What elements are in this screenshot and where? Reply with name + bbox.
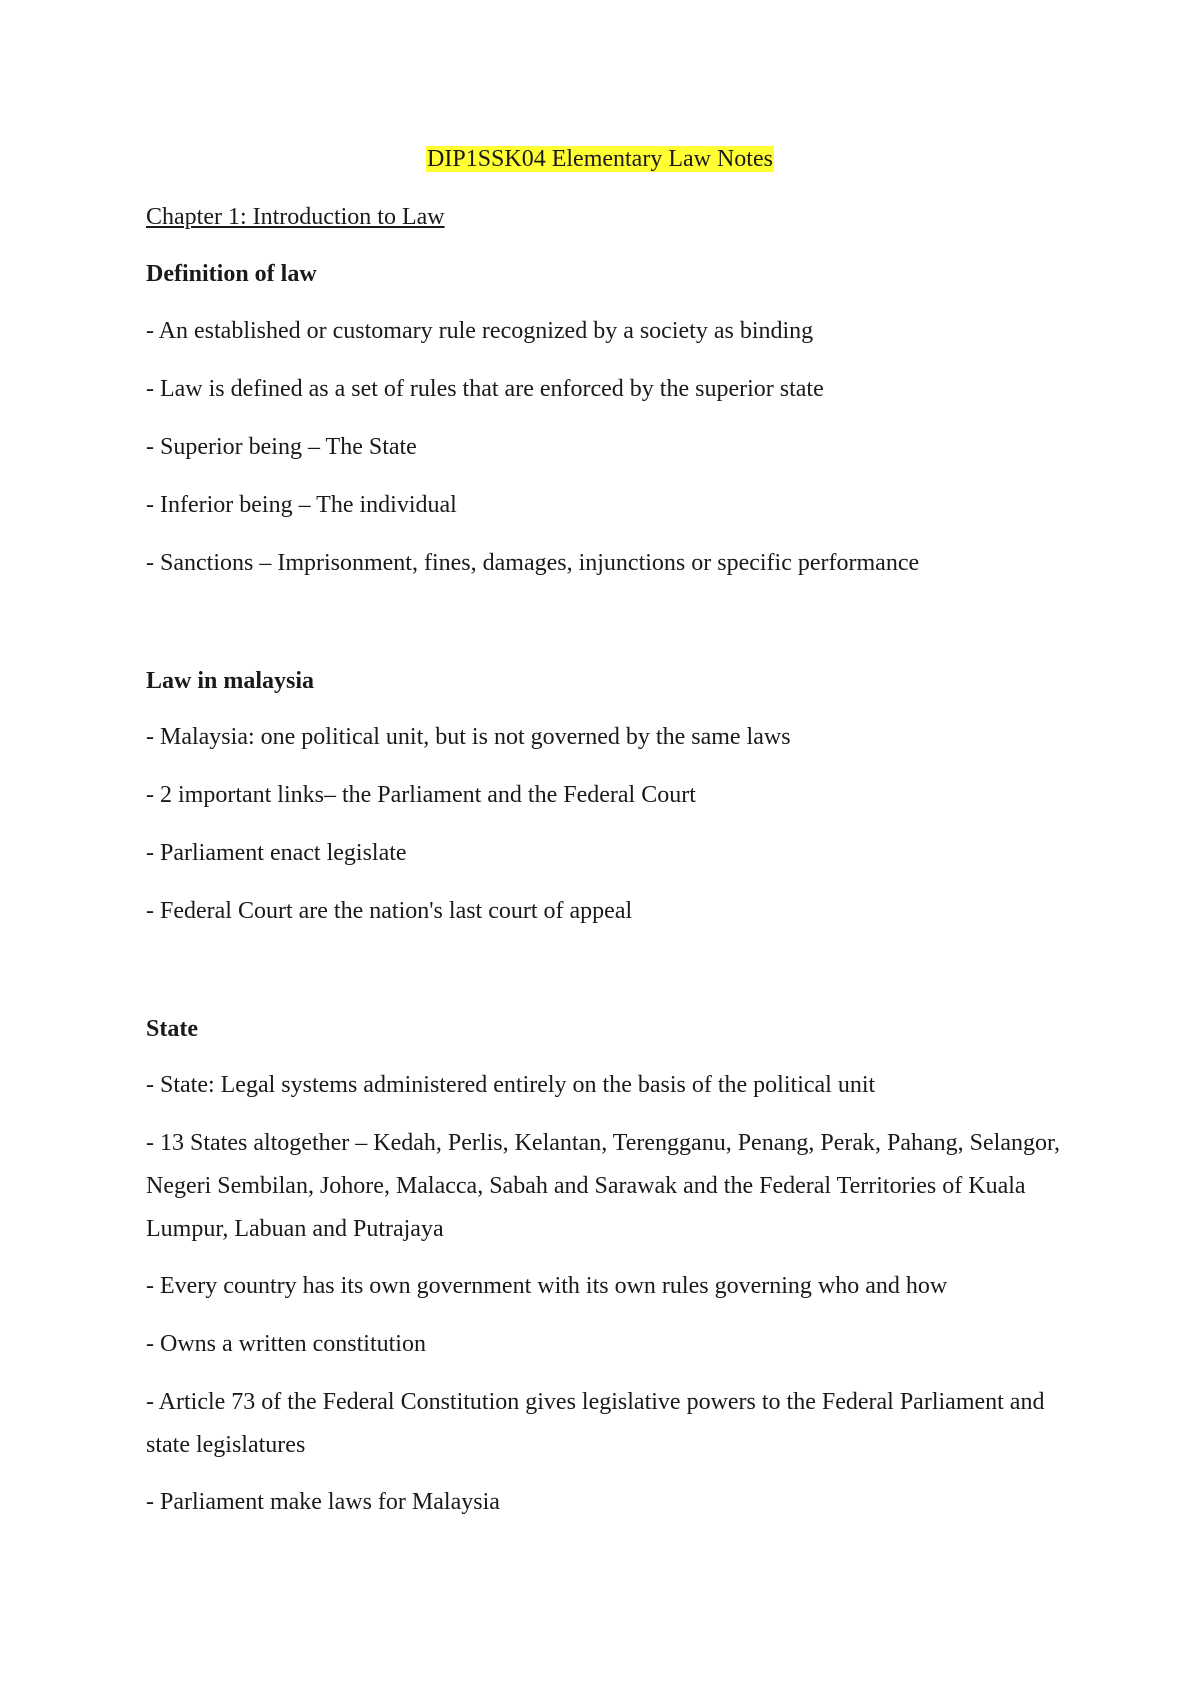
section-heading-law-in-malaysia: Law in malaysia [146, 668, 315, 694]
title-container [0, 143, 1200, 175]
list-item: - Law is defined as a set of rules that are enforced by the superior state [146, 376, 824, 402]
chapter-heading: Chapter 1: Introduction to Law [146, 204, 445, 230]
list-item: - Parliament make laws for Malaysia [146, 1489, 500, 1515]
section-heading-definition: Definition of law [146, 261, 317, 287]
list-item: - Parliament enact legislate [146, 840, 407, 866]
list-item: - 13 States altogether – Kedah, Perlis, Kelantan, Terengganu, Penang, Perak, Pahang, Selangor, Negeri Sembilan, Johore, Malacca, Sabah and Sarawak and the Federal Territories of Kuala Lumpur, Labuan and Putrajaya [146, 1130, 1061, 1242]
document-title: DIP1SSK04 Elementary Law Notes [427, 146, 773, 172]
list-item: - Federal Court are the nation's last court of appeal [146, 898, 633, 924]
list-item: - Every country has its own government with its own rules governing who and how [146, 1273, 948, 1299]
list-item: - 2 important links– the Parliament and the Federal Court [146, 782, 696, 808]
list-item: - Article 73 of the Federal Constitution gives legislative powers to the Federal Parliament and state legislatures [146, 1389, 1045, 1458]
list-item: - Inferior being – The individual [146, 492, 457, 518]
list-item: - Malaysia: one political unit, but is not governed by the same laws [146, 724, 791, 750]
list-item: - Sanctions – Imprisonment, fines, damages, injunctions or specific performance [146, 550, 920, 576]
section-heading-state: State [146, 1016, 198, 1042]
list-item: - State: Legal systems administered entirely on the basis of the political unit [146, 1072, 876, 1098]
list-item: - An established or customary rule recognized by a society as binding [146, 318, 814, 344]
list-item: - Superior being – The State [146, 434, 417, 460]
list-item: - Owns a written constitution [146, 1331, 426, 1357]
